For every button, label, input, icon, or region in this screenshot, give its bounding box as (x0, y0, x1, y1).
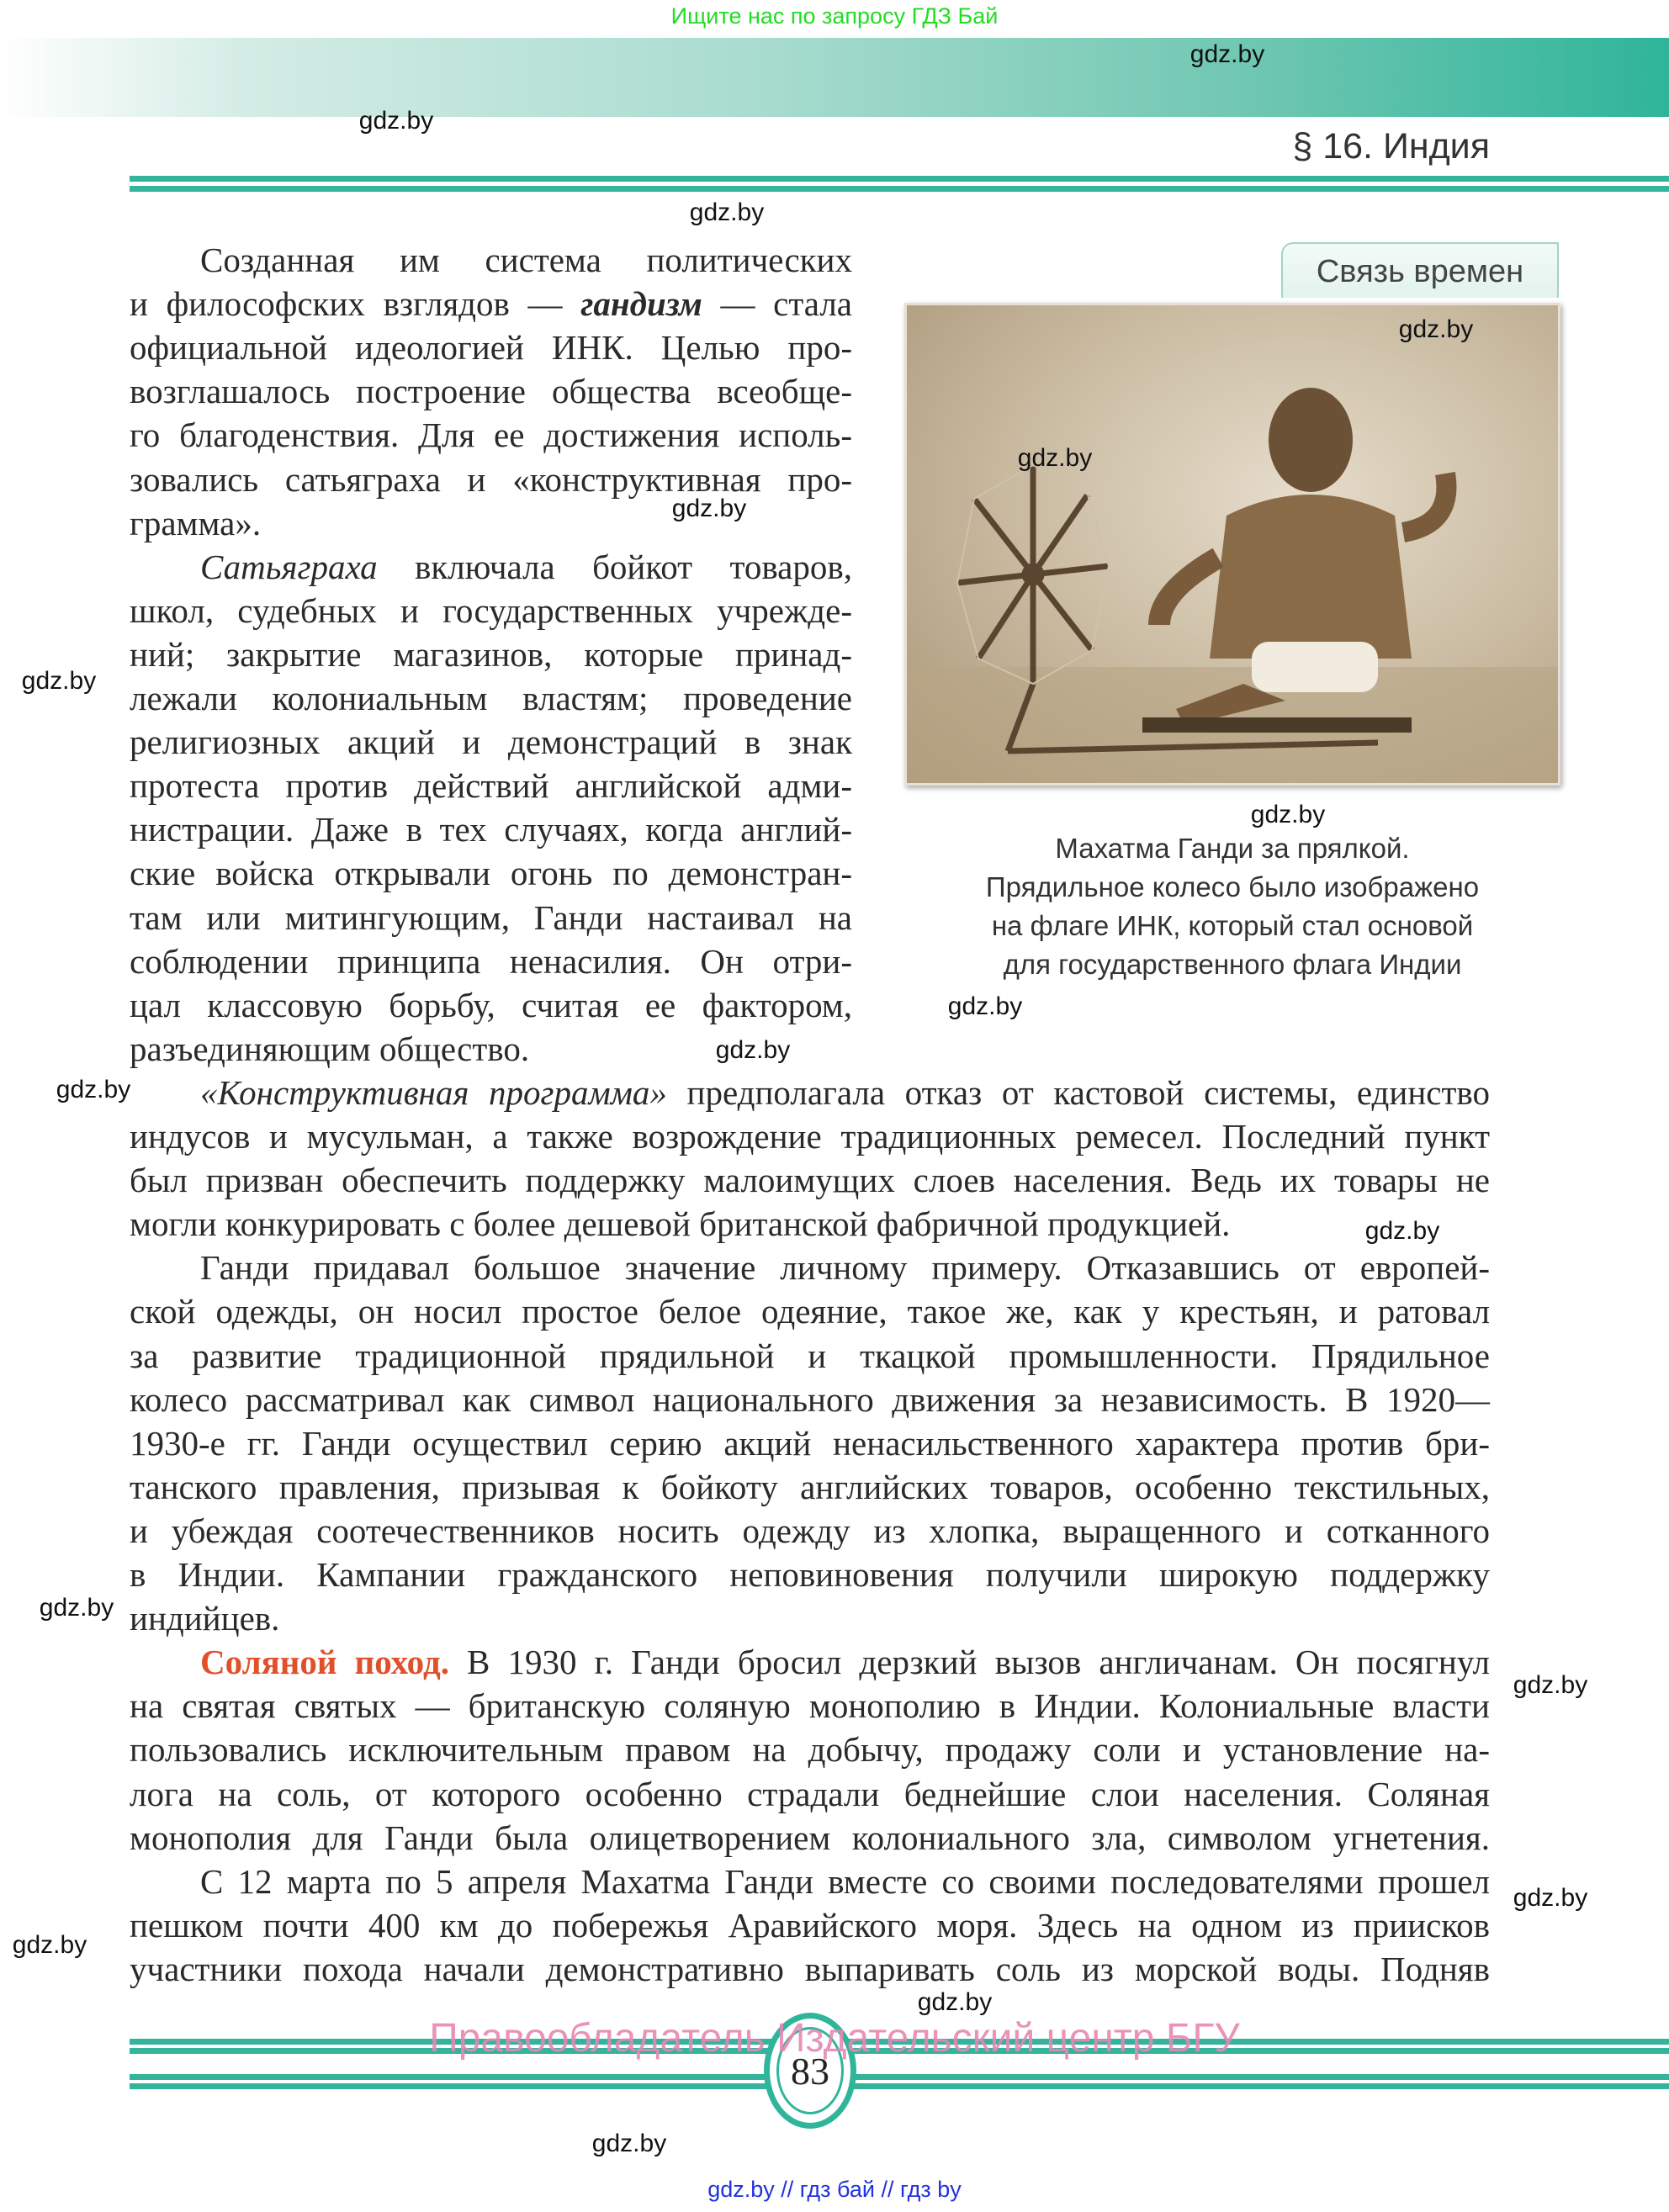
text-run: возглашалось построение общества всеобще- (130, 372, 852, 411)
photo-caption-line: для государственного флага Индии (1003, 949, 1462, 980)
body-text-line (130, 1158, 1490, 1202)
gdz-watermark: gdz.by (1513, 1884, 1588, 1912)
copyright-watermark: Правообладатель Издательский центр БГУ (429, 2016, 1240, 2061)
footer-rule (130, 2074, 1669, 2080)
gdz-watermark: gdz.by (21, 667, 97, 695)
text-run: могли конкурировать с более дешевой британской фабричной продукцией. (130, 1204, 1231, 1244)
text-run: танского правления, призывая к бойкоту английских товаров, особенно текстильных, (130, 1467, 1490, 1506)
body-text-line (130, 807, 852, 851)
body-text-line (130, 1684, 1490, 1728)
body-text-line (130, 1465, 1490, 1509)
text-run: разъединяющим общество. (130, 1029, 530, 1068)
text-run: Созданная им система политических (200, 241, 852, 279)
body-text-line (130, 1509, 1490, 1553)
gandhi-photo (904, 303, 1560, 786)
text-run: Ганди придавал большое значение личному примеру. Отказавшись от европей- (200, 1248, 1490, 1288)
text-run: цал классовую борьбу, считая ее фактором, (130, 985, 852, 1024)
body-text-line (130, 1640, 1490, 1684)
text-run: пользовались исключительным правом на добычу, продажу соли и установление на- (130, 1730, 1490, 1770)
gdz-watermark: gdz.by (689, 198, 765, 226)
body-text-line (130, 1553, 1490, 1596)
gdz-watermark: gdz.by (1017, 444, 1093, 472)
text-run: и философских взглядов — (130, 284, 581, 324)
text-run: протеста против действий английской адми- (130, 766, 852, 806)
text-run: монополия для Ганди была олицетворением колониального зла, символом угнетения. (130, 1818, 1490, 1857)
gdz-watermark: gdz.by (56, 1076, 131, 1103)
gdz-watermark: gdz.by (1189, 40, 1265, 68)
text-run: С 12 марта по 5 апреля Махатма Ганди вместе со своими последователями прошел (200, 1861, 1490, 1901)
body-text-line (130, 1816, 1490, 1860)
gdz-watermark: gdz.by (358, 107, 434, 135)
text-run: официальной идеологией ИНК. Целью про- (130, 328, 852, 368)
text-run: школ, судебных и государственных учрежде- (130, 590, 852, 630)
text-run: в Индии. Кампании гражданского неповиновения получили широкую поддержку (130, 1555, 1490, 1594)
text-run: пешком почти 400 км до побережья Аравийского моря. Здесь на одном из приисков (130, 1905, 1490, 1945)
gdz-watermark: gdz.by (1513, 1671, 1588, 1699)
sidebar-tab-label: Связь времен (1281, 242, 1559, 298)
body-text-line (130, 325, 852, 369)
gdz-watermark: gdz.by (1364, 1217, 1440, 1245)
body-text-line (130, 1772, 1490, 1816)
text-run: за развитие традиционной прядильной и ткацкой промышленности. Прядильное (130, 1336, 1490, 1375)
body-text-line (130, 1860, 1490, 1903)
text-run: — стала (702, 284, 852, 324)
body-text-line (130, 983, 852, 1027)
gdz-watermark: gdz.by (715, 1036, 791, 1064)
gdz-watermark: gdz.by (39, 1594, 114, 1622)
body-text-line (130, 282, 852, 325)
header-rule (130, 176, 1669, 182)
subheading: Соляной поход. (200, 1643, 449, 1682)
body-text-line (130, 1728, 1490, 1771)
body-text-line (130, 939, 852, 983)
text-run: грамма». (130, 503, 262, 542)
text-run: В 1930 г. Ганди бросил дерзкий вызов англичанам. Он посягнул (448, 1643, 1490, 1682)
body-text-line (130, 851, 852, 895)
photo-caption-line: Махатма Ганди за прялкой. (1055, 833, 1410, 864)
gdz-watermark: gdz.by (671, 495, 747, 522)
body-text-line (130, 369, 852, 413)
footer-rule (130, 2083, 1669, 2089)
body-text-line (130, 1202, 1490, 1246)
text-run: индусов и мусульман, а также возрождение традиционных ремесел. Последний пункт (130, 1117, 1490, 1156)
text-run: религиозных акций и демонстраций в знак (130, 722, 852, 762)
body-text-line (130, 1903, 1490, 1947)
spinning-wheel-illustration (907, 305, 1560, 786)
footer-links[interactable]: gdz.by // гдз бай // гдз by (707, 2177, 962, 2202)
gdz-watermark: gdz.by (12, 1931, 87, 1959)
gdz-watermark: gdz.by (1250, 801, 1326, 828)
text-run: был призван обеспечить поддержку малоимущих слоев населения. Ведь их товары не (130, 1161, 1490, 1200)
body-text-line (130, 632, 852, 676)
text-run: соблюдении принципа ненасилия. Он отри- (130, 941, 852, 981)
body-text-line (130, 413, 852, 457)
text-run: лога на соль, от которого особенно страдали беднейшие слои населения. Соляная (130, 1774, 1490, 1813)
gdz-watermark: gdz.by (947, 992, 1023, 1020)
body-text-line (130, 1378, 1490, 1421)
body-text-line (130, 1071, 1490, 1114)
body-text-line (130, 1596, 1490, 1640)
text-run: го благоденствия. Для ее достижения исполь- (130, 415, 852, 455)
body-text-line (130, 896, 852, 939)
photo-caption-line: на флаге ИНК, который стал основой (991, 910, 1474, 941)
section-title: § 16. Индия (1292, 126, 1490, 167)
text-run: ской одежды, он носил простое белое одеяние, такое же, как у крестьян, и ратовал (130, 1292, 1490, 1331)
body-text-line (130, 1114, 1490, 1158)
text-run: и убеждая соотечественников носить одежду из хлопка, выращенного и сотканного (130, 1511, 1490, 1550)
page-number: 83 (776, 2027, 844, 2114)
body-text-line (130, 1289, 1490, 1333)
gdz-watermark: gdz.by (591, 2130, 667, 2157)
text-run: ний; закрытие магазинов, которые принад- (130, 634, 852, 674)
search-hint: Ищите нас по запросу ГДЗ Бай (670, 3, 999, 29)
header-band (0, 38, 1669, 117)
body-text-line (130, 1334, 1490, 1378)
text-run: на святая святых — британскую соляную монополию в Индии. Колониальные власти (130, 1686, 1490, 1726)
emphasis-term: «Конструктивная программа» (200, 1072, 667, 1112)
text-run: там или митингующим, Ганди настаивал на (130, 897, 852, 937)
body-text-line (130, 1947, 1490, 1991)
text-run: участники похода начали демонстративно выпаривать соль из морской воды. Подняв (130, 1949, 1490, 1988)
text-run: колесо рассматривал как символ национального движения за независимость. В 1920— (130, 1379, 1490, 1419)
text-run: зовались сатьяграха и «конструктивная про- (130, 459, 852, 499)
text-run: 1930-е гг. Ганди осуществил серию акций ненасильственного характера против бри- (130, 1423, 1490, 1463)
text-run: индийцев. (130, 1599, 280, 1638)
text-run: включала бойкот товаров, (377, 547, 852, 586)
emphasis-term: гандизм (580, 284, 702, 324)
text-run: нистрации. Даже в тех случаях, когда англий- (130, 810, 852, 849)
body-text-line (130, 589, 852, 632)
header-rule (130, 186, 1669, 192)
body-text-line (130, 720, 852, 764)
emphasis-term: Сатьяграха (200, 547, 378, 586)
body-text-line (130, 764, 852, 807)
body-text-line (130, 676, 852, 720)
text-run: предполагала отказ от кастовой системы, единство (666, 1072, 1490, 1112)
body-text-line (130, 1246, 1490, 1289)
gdz-watermark: gdz.by (917, 1988, 993, 2016)
gdz-watermark: gdz.by (1398, 315, 1474, 343)
text-run: лежали колониальным властям; проведение (130, 679, 852, 717)
text-run: ские войска открывали огонь по демонстран- (130, 854, 852, 893)
body-text-line (130, 1421, 1490, 1465)
photo-caption-line: Прядильное колесо было изображено (985, 871, 1480, 902)
body-text-line (130, 238, 852, 282)
body-text-line (130, 545, 852, 589)
